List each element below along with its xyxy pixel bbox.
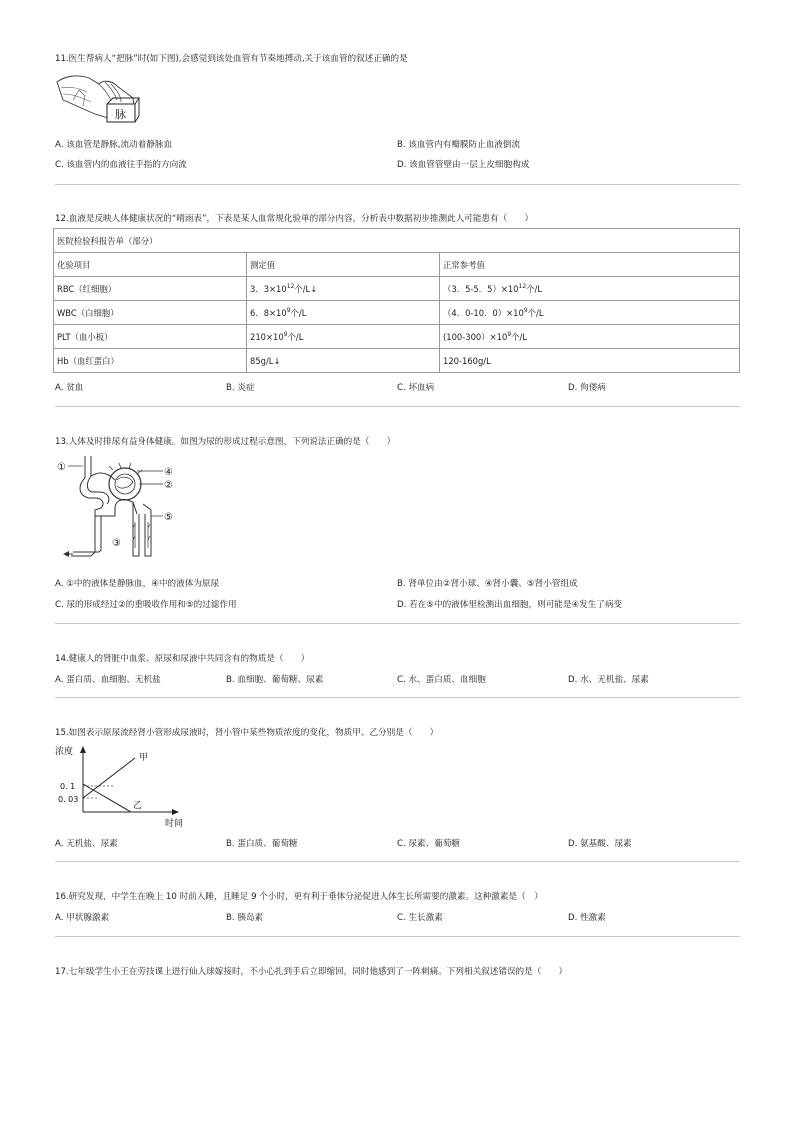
label-5: ⑤: [164, 512, 173, 523]
q15-option-b[interactable]: B. 蛋白质、葡萄糖: [226, 839, 298, 849]
q15-option-c[interactable]: C. 尿素、葡萄糖: [397, 839, 461, 849]
tick-low: 0. 03: [58, 795, 79, 804]
table-header-row: [54, 253, 740, 277]
q13-stem: 13.人体及时排尿有益身体健康。如图为尿的形成过程示意图，下列说法正确的是（ ）: [55, 437, 396, 447]
q16-option-a[interactable]: A. 甲状腺激素: [55, 913, 110, 923]
q12-option-a[interactable]: A. 贫血: [55, 383, 84, 393]
q16-stem: 16.研究发现，中学生在晚上 10 时前入睡，且睡足 9 个小时，更有利于垂体分泌促进人体生长所需要的激素。这种激素是（ ）: [55, 892, 543, 902]
divider: [55, 861, 740, 862]
label-3: ③: [112, 538, 121, 549]
cell-reference: （3．5-5．$5)\times 10^{12}$个/L: [440, 277, 740, 301]
table-title-row: [54, 229, 740, 253]
q14-option-a[interactable]: A. 蛋白质、血细胞、无机盐: [55, 675, 161, 685]
label-1: ①: [57, 462, 66, 473]
cell-measured: 3．$3\times 10^{12}$个/L↓: [247, 277, 440, 301]
header-reference: 正常参考值: [440, 253, 740, 277]
cell-item: RBC（红细胞）: [54, 277, 247, 301]
q15-option-d[interactable]: D. 氨基酸、尿素: [568, 839, 632, 849]
q13-option-d[interactable]: D. 若在⑤中的液体里检测出血细胞，则可能是④发生了病变: [397, 600, 623, 610]
q16-option-c[interactable]: C. 生长激素: [397, 913, 443, 923]
header-measured: 测定值: [247, 253, 440, 277]
q15-stem: 15.如图表示原尿流经肾小管形成尿液时，肾小管中某些物质浓度的变化，物质甲、乙分别是（ ）: [55, 728, 439, 738]
divider: [55, 184, 740, 185]
divider: [55, 406, 740, 407]
table-row: [54, 349, 740, 373]
cell-reference: 120-160g/L: [440, 349, 740, 373]
x-axis-label: 时间: [165, 819, 184, 829]
q12-option-b[interactable]: B. 炎症: [226, 383, 255, 393]
cell-measured: 85g/L↓: [247, 349, 440, 373]
q17-stem: 17.七年级学生小王在劳技课上进行仙人球嫁接时，不小心扎到手后立即缩回，同时他感到了一阵刺痛。下列相关叙述错误的是（ ）: [55, 967, 568, 977]
table-row: [54, 325, 740, 349]
table-row: [54, 301, 740, 325]
q11-option-d[interactable]: D. 该血管管壁由一层上皮细胞构成: [397, 160, 530, 170]
table-title: 医院检验科报告单（部分）: [54, 229, 740, 253]
q14-option-c[interactable]: C. 水、蛋白质、血细胞: [397, 675, 486, 685]
cell-measured: $210\times 10^9$个/L: [247, 325, 440, 349]
q11-option-b[interactable]: B. 该血管内有瓣膜防止血液倒流: [397, 140, 521, 150]
divider: [55, 623, 740, 624]
series-yi-line: [83, 784, 131, 812]
label-2: ②: [164, 480, 173, 491]
q13-option-a[interactable]: A. ①中的液体是静脉血，④中的液体为原尿: [55, 579, 220, 589]
nephron-diagram: [55, 452, 185, 570]
pulse-hand-figure: [55, 70, 140, 130]
cell-item: PLT（血小板）: [54, 325, 247, 349]
q12-stem: 12.血液是反映人体健康状况的“晴雨表”，下表是某人血常规化验单的部分内容，分析表中数据初步推测此人可能患有（ ）: [55, 214, 534, 224]
q13-option-b[interactable]: B. 肾单位由②肾小球、④肾小囊、⑤肾小管组成: [397, 579, 578, 589]
q12-option-c[interactable]: C. 坏血病: [397, 383, 435, 393]
label-4: ④: [164, 467, 173, 478]
divider: [55, 936, 740, 937]
q11-option-a[interactable]: A. 该血管是静脉,流动着静脉血: [55, 140, 173, 150]
tick-high: 0. 1: [60, 782, 76, 791]
q11-stem: 11.医生帮病人“把脉”时(如下图),会感觉到该处血管有节奏地搏动,关于该血管的叙述正确的是: [55, 54, 408, 64]
series-jia-label: 甲: [139, 753, 149, 763]
y-axis-label: 浓度: [55, 747, 74, 757]
q13-option-c[interactable]: C. 尿的形成经过②的重吸收作用和⑤的过滤作用: [55, 600, 237, 610]
concentration-graph: [55, 744, 195, 829]
q15-option-a[interactable]: A. 无机盐、尿素: [55, 839, 118, 849]
q12-option-d[interactable]: D. 佝偻病: [568, 383, 606, 393]
q11-option-c[interactable]: C. 该血管内的血液往手指的方向流: [55, 160, 187, 170]
header-item: 化验项目: [54, 253, 247, 277]
q14-option-d[interactable]: D. 水、无机盐、尿素: [568, 675, 649, 685]
cell-item: WBC（白细胞）: [54, 301, 247, 325]
cell-reference: $(100-300)\times 10^9$个/L: [440, 325, 740, 349]
pulse-label: 脉: [115, 108, 126, 121]
series-yi-label: 乙: [133, 801, 143, 811]
q14-option-b[interactable]: B. 血细胞、葡萄糖、尿素: [226, 675, 324, 685]
q14-stem: 14.健康人的肾脏中血浆、原尿和尿液中共同含有的物质是（ ）: [55, 654, 310, 664]
cell-item: Hb（血红蛋白）: [54, 349, 247, 373]
q16-option-b[interactable]: B. 胰岛素: [226, 913, 264, 923]
cell-reference: （4．0-10．$0)\times 10^9$个/L: [440, 301, 740, 325]
q16-option-d[interactable]: D. 性激素: [568, 913, 606, 923]
cell-measured: 6．$8\times 10^9$个/L: [247, 301, 440, 325]
lab-report-table: [53, 228, 740, 373]
table-row: [54, 277, 740, 301]
series-jia-line: [83, 758, 135, 798]
divider: [55, 697, 740, 698]
